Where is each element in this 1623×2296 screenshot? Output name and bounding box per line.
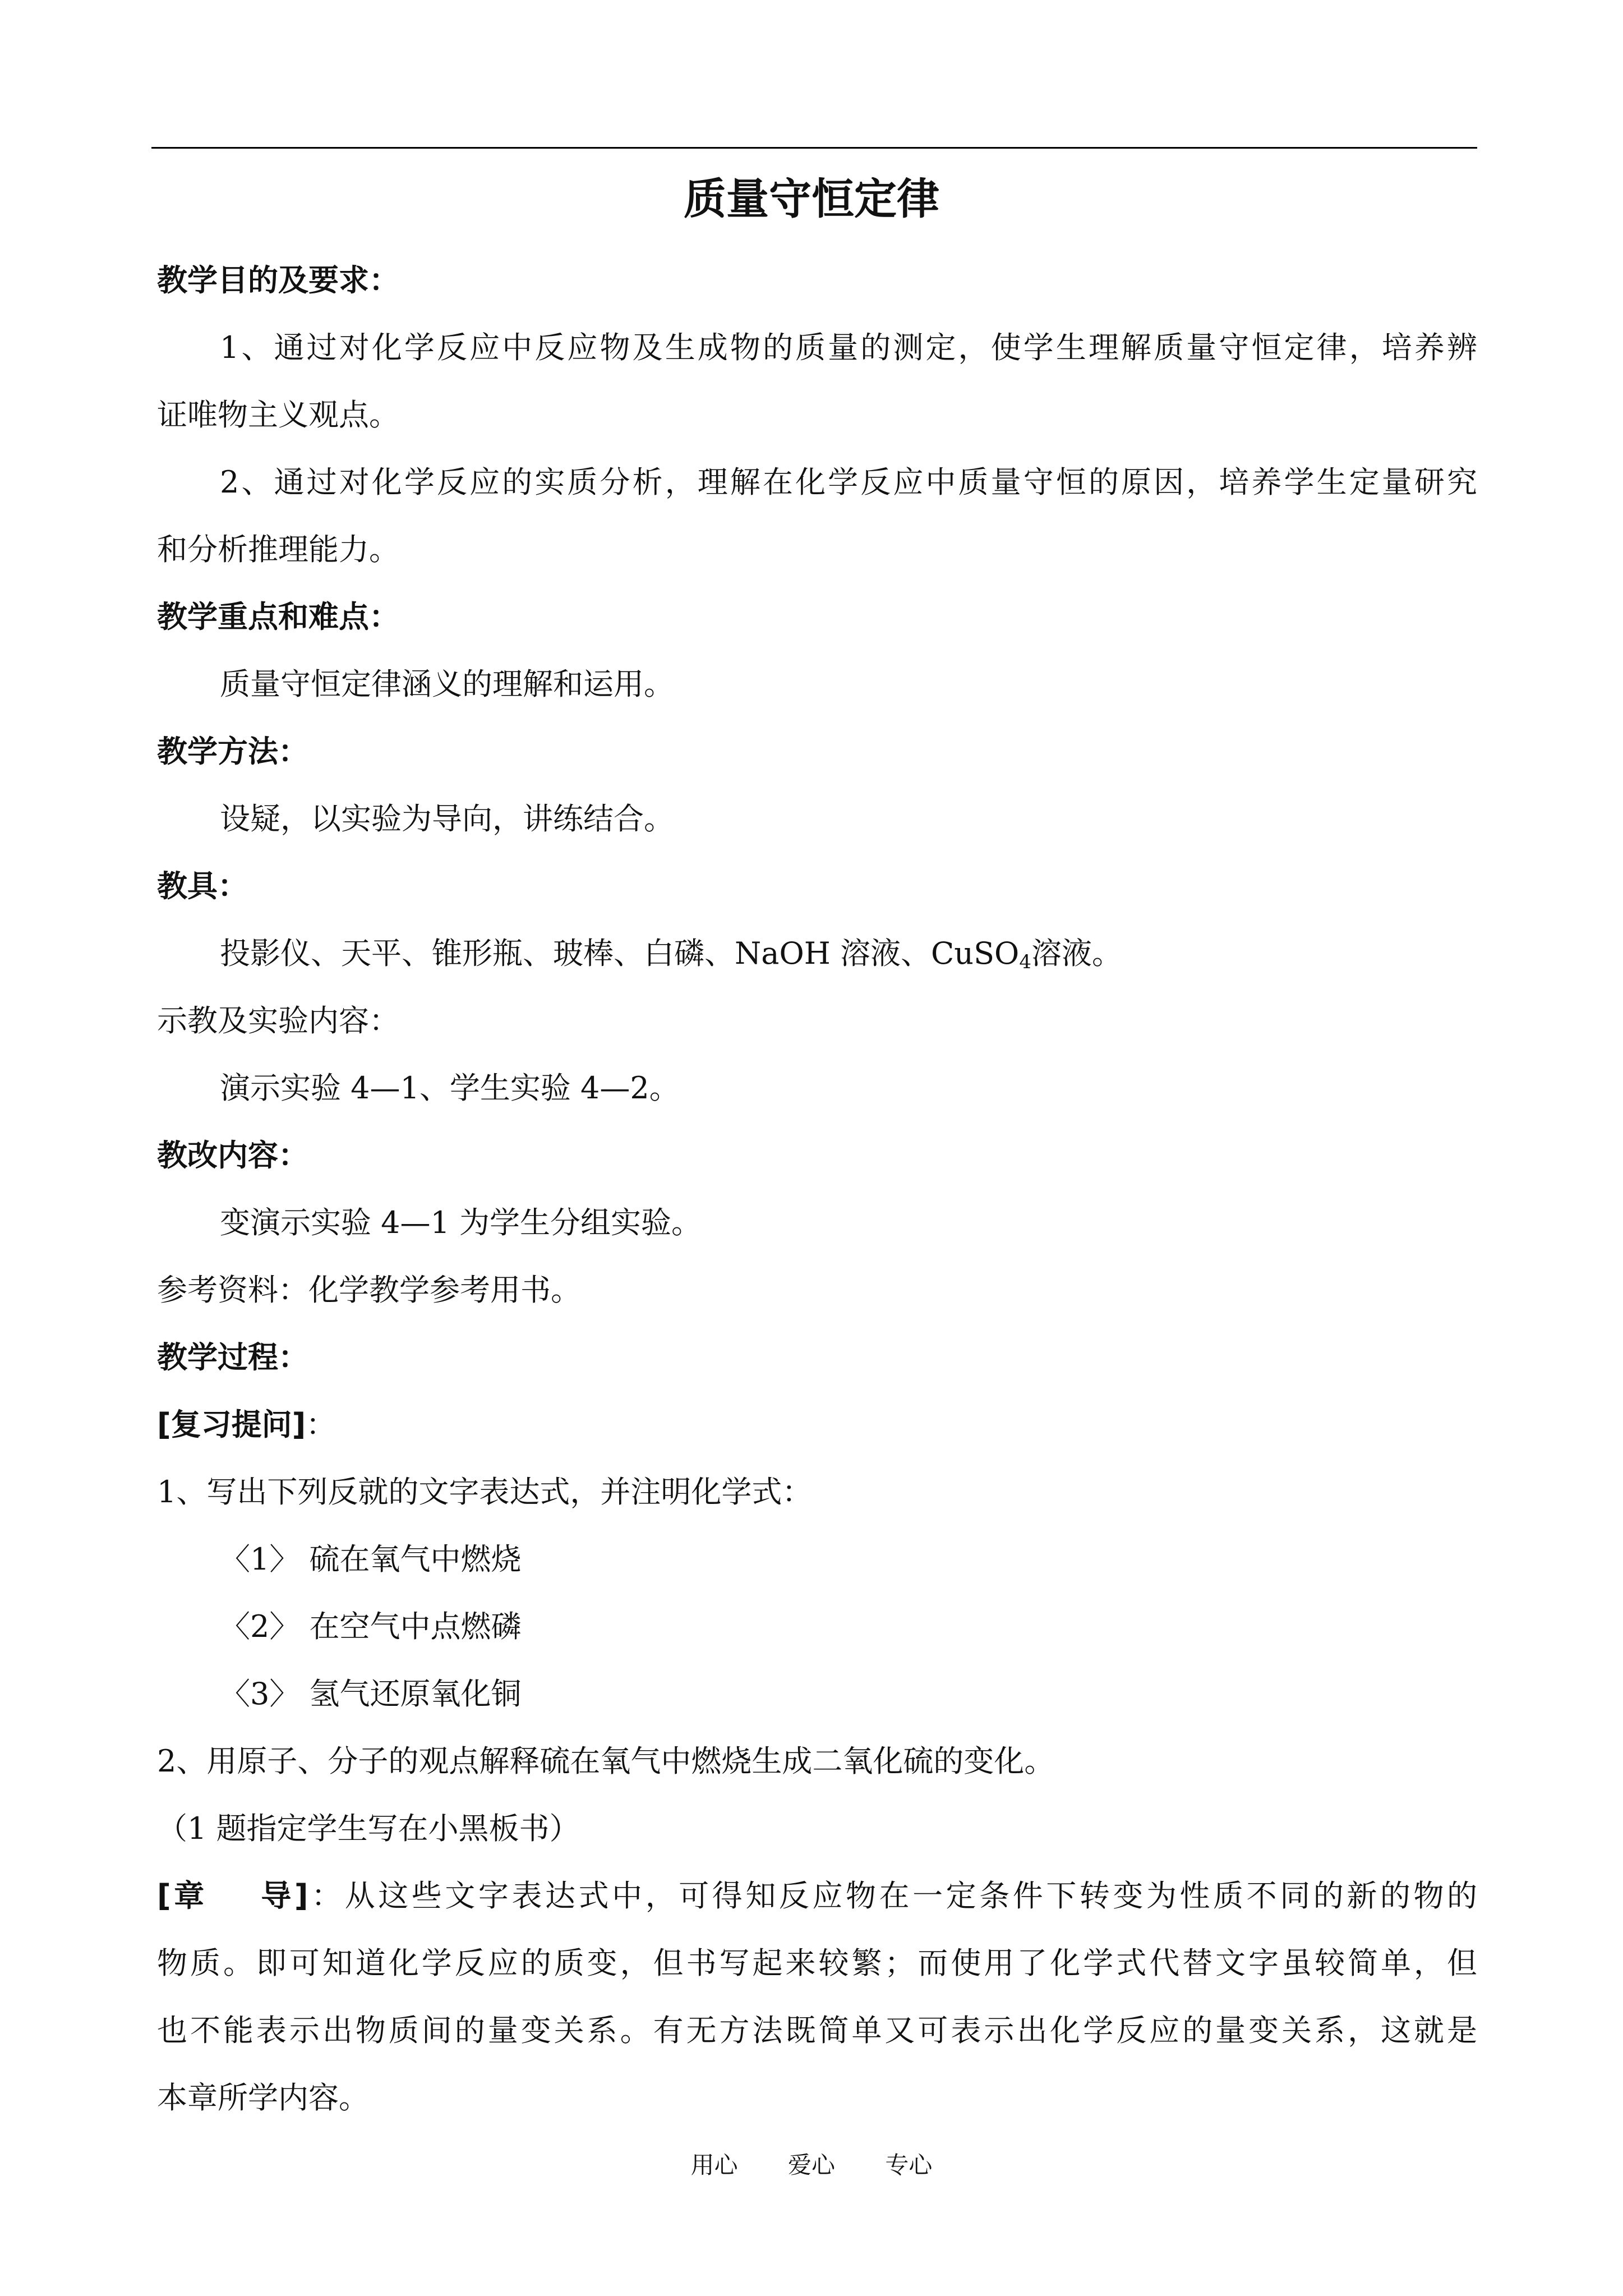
reform-heading: 教改内容： [157, 1138, 308, 1173]
key-points-text: 质量守恒定律涵义的理解和运用。 [220, 666, 674, 702]
chapter-text-line1: ：从这些文字表达式中，可得知反应物在一定条件下转变为性质不同的新的物的 [308, 1878, 1477, 1913]
page-title: 质量守恒定律 [684, 174, 939, 224]
experiments-heading: 示教及实验内容： [157, 1003, 399, 1038]
objective-1-line2: 证唯物主义观点。 [157, 397, 399, 432]
key-points-heading: 教学重点和难点： [157, 599, 399, 634]
tools-subscript: 4 [1019, 951, 1031, 973]
page-footer [0, 2148, 1623, 2182]
chapter-label-end: 导] [257, 1878, 308, 1913]
chapter-intro-line3: 也不能表示出物质间的量变关系。有无方法既简单又可表示出化学反应的量变关系，这就是 [157, 2013, 1477, 2048]
question-1-item-3: 〈3〉 氢气还原氧化铜 [220, 1676, 522, 1711]
tools-text [157, 920, 1477, 987]
objective-2-line1: 2、通过对化学反应的实质分析，理解在化学反应中质量守恒的原因，培养学生定量研究 [220, 464, 1477, 500]
tools-text-main: 投影仪、天平、锥形瓶、玻棒、白磷、NaOH 溶液、CuSO [220, 936, 1020, 971]
objectives-heading: 教学目的及要求： [157, 263, 399, 298]
footer-word-3: 专心 [885, 2151, 933, 2179]
tools-text-end: 溶液。 [1031, 936, 1122, 971]
question-2: 2、用原子、分子的观点解释硫在氧气中燃烧生成二氧化硫的变化。 [157, 1743, 1055, 1779]
objective-1-line1: 1、通过对化学反应中反应物及生成物的质量的测定，使学生理解质量守恒定律，培养辨 [220, 330, 1477, 365]
document-body [157, 247, 1477, 2132]
review-colon: ： [306, 1407, 336, 1442]
review-heading-line [157, 1391, 1477, 1458]
process-heading: 教学过程： [157, 1340, 308, 1375]
reform-text: 变演示实验 4—1 为学生分组实验。 [220, 1205, 702, 1240]
method-heading: 教学方法： [157, 734, 308, 769]
chapter-intro-line1 [157, 1862, 1477, 1930]
question-1-item-2: 〈2〉 在空气中点燃磷 [220, 1609, 522, 1644]
review-heading: [复习提问] [157, 1407, 306, 1442]
teacher-note: （1 题指定学生写在小黑板书） [157, 1811, 580, 1846]
question-1: 1、写出下列反就的文字表达式，并注明化学式： [157, 1474, 813, 1510]
chapter-intro-line4: 本章所学内容。 [157, 2080, 369, 2115]
tools-heading: 教具： [157, 868, 248, 904]
question-1-item-1: 〈1〉 硫在氧气中燃烧 [220, 1542, 522, 1577]
chapter-label-start: [章 [157, 1878, 208, 1913]
header-rule [151, 147, 1477, 149]
objective-2-line2: 和分析推理能力。 [157, 532, 399, 567]
reference-text: 参考资料：化学教学参考用书。 [157, 1272, 581, 1308]
footer-word-1: 用心 [690, 2151, 738, 2179]
chapter-intro-line2: 物质。即可知道化学反应的质变，但书写起来较繁；而使用了化学式代替文字虽较简单，但 [157, 1945, 1477, 1981]
footer-word-2: 爱心 [787, 2151, 835, 2179]
method-text: 设疑，以实验为导向，讲练结合。 [220, 801, 674, 836]
experiments-text: 演示实验 4—1、学生实验 4—2。 [220, 1070, 680, 1106]
